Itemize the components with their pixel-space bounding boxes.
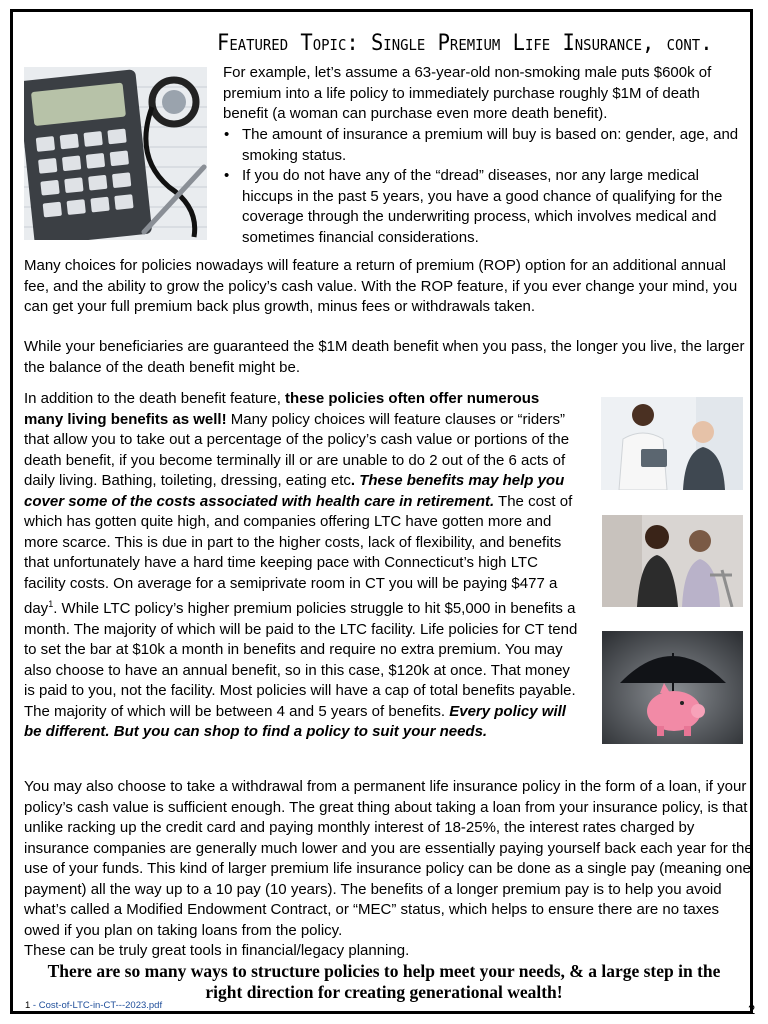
living-benefits-paragraph xyxy=(24,389,579,743)
living-benefits-text: The cost of which has gotten quite high, and companies offering LTC have gotten more and more scarce. This is due in part to the higher costs, lack of flexibility, and benefits that unfortunately have a hard time keeping pace with Connecticut’s high LTC facility costs. On average for a semiprivate room in CT you will be paying $477 a day xyxy=(24,492,573,617)
piggy-bank-umbrella-image xyxy=(602,631,743,744)
rop-paragraph: Many choices for policies nowadays will feature a return of premium (ROP) option for an additional annual fee, and the ability to grow the policy’s cash value. With the ROP feature, if you ever change your mind, you can get your full premium back plus growth, minus fees or withdrawals taken. xyxy=(24,257,738,315)
calculator-stethoscope-image xyxy=(24,67,207,240)
loan-paragraph xyxy=(24,777,756,962)
tools-line: These can be truly great tools in financial/legacy planning. xyxy=(24,942,410,959)
closing-statement: There are so many ways to structure policies to help meet your needs, & a large step in the right direction for creating generational wealth! xyxy=(47,961,721,1002)
bullet-item: • The amount of insurance a premium will buy is based on: gender, age, and smoking status. xyxy=(220,125,750,166)
living-benefits-text: In addition to the death benefit feature, xyxy=(24,390,286,407)
footnote-link[interactable]: Cost-of-LTC-in-CT---2023.pdf xyxy=(38,1000,163,1011)
footnote-separator: - xyxy=(30,1000,39,1011)
living-benefits-dot: . xyxy=(350,472,356,489)
page-title: Featured Topic: Single Premium Life Insurance, cont. xyxy=(217,31,713,56)
beneficiaries-paragraph: While your beneficiaries are guaranteed the $1M death benefit when you pass, the longer you live, the larger the balance of the death benefit might be. xyxy=(24,338,745,376)
living-benefits-text: Many policy choices will feature clauses or “riders” that allow you to take out a percentage of the policy’s cash value or portions of the death benefit, if you become terminally ill or are unable to do 2 out of the 6 acts of daily living. Bathing, toileting, dressing, eating etc xyxy=(24,410,570,489)
bullet-list xyxy=(220,125,750,248)
footnote-number: 1 xyxy=(25,1000,31,1011)
living-benefits-emphasis: Every policy will be different. But you can shop to find a policy to suit your needs. xyxy=(24,702,566,740)
footnote-marker: 1 xyxy=(48,599,54,609)
doctor-patient-image xyxy=(601,397,743,490)
footnote xyxy=(25,1000,162,1011)
bullet-item: • If you do not have any of the “dread” diseases, nor any large medical hiccups in the past 5 years, you have a good chance of qualifying for the coverage through the underwriting process, which involves medical and sometimes financial considerations. xyxy=(220,166,750,248)
living-benefits-emphasis: These benefits may help you cover some of the costs associated with health care in retirement. xyxy=(24,472,565,510)
living-benefits-text: . While LTC policy’s higher premium policies struggle to hit $5,000 in benefits a month. The majority of which will be paid to the LTC facility. Life policies for CT tend to set the bar at $10k a month in benefits and require no extra premium. You may also choose to have an annual benefit, so in this case, $120k at once. That money is paid to you, not the facility. Most policies will have a cap of total benefits payable. The majority of which will be between 4 and 5 years of benefits. xyxy=(24,600,578,720)
caregiver-elder-image xyxy=(602,515,743,607)
loan-text: You may also choose to take a withdrawal from a permanent life insurance policy in the form of a loan, if your policy’s cash value is sufficient enough. The great thing about taking a loan from your insurance policy, is that unlike racking up the credit card and paying monthly interest of 18-25%, the interest rates charged by insurance companies are generally much lower and you are essentially paying yourself back each year for the use of your funds. This kind of larger premium life insurance policy can be done as a single pay (meaning one payment) all the way up to a 10 pay (10 years). The benefits of a longer premium pay is to help you avoid what’s called a Modified Endowment Contract, or “MEC” status, which helps to ensure there are no taxes owed if you plan on taking loans from the policy. xyxy=(24,778,753,939)
page-number: 2 xyxy=(748,1002,756,1017)
intro-paragraph: For example, let’s assume a 63-year-old non-smoking male puts $600k of premium into a life policy to immediately purchase roughly $1M of death benefit (a woman can purchase even more death benefit). xyxy=(223,64,712,122)
living-benefits-bold: these policies often offer numerous many living benefits as well! xyxy=(24,390,540,428)
